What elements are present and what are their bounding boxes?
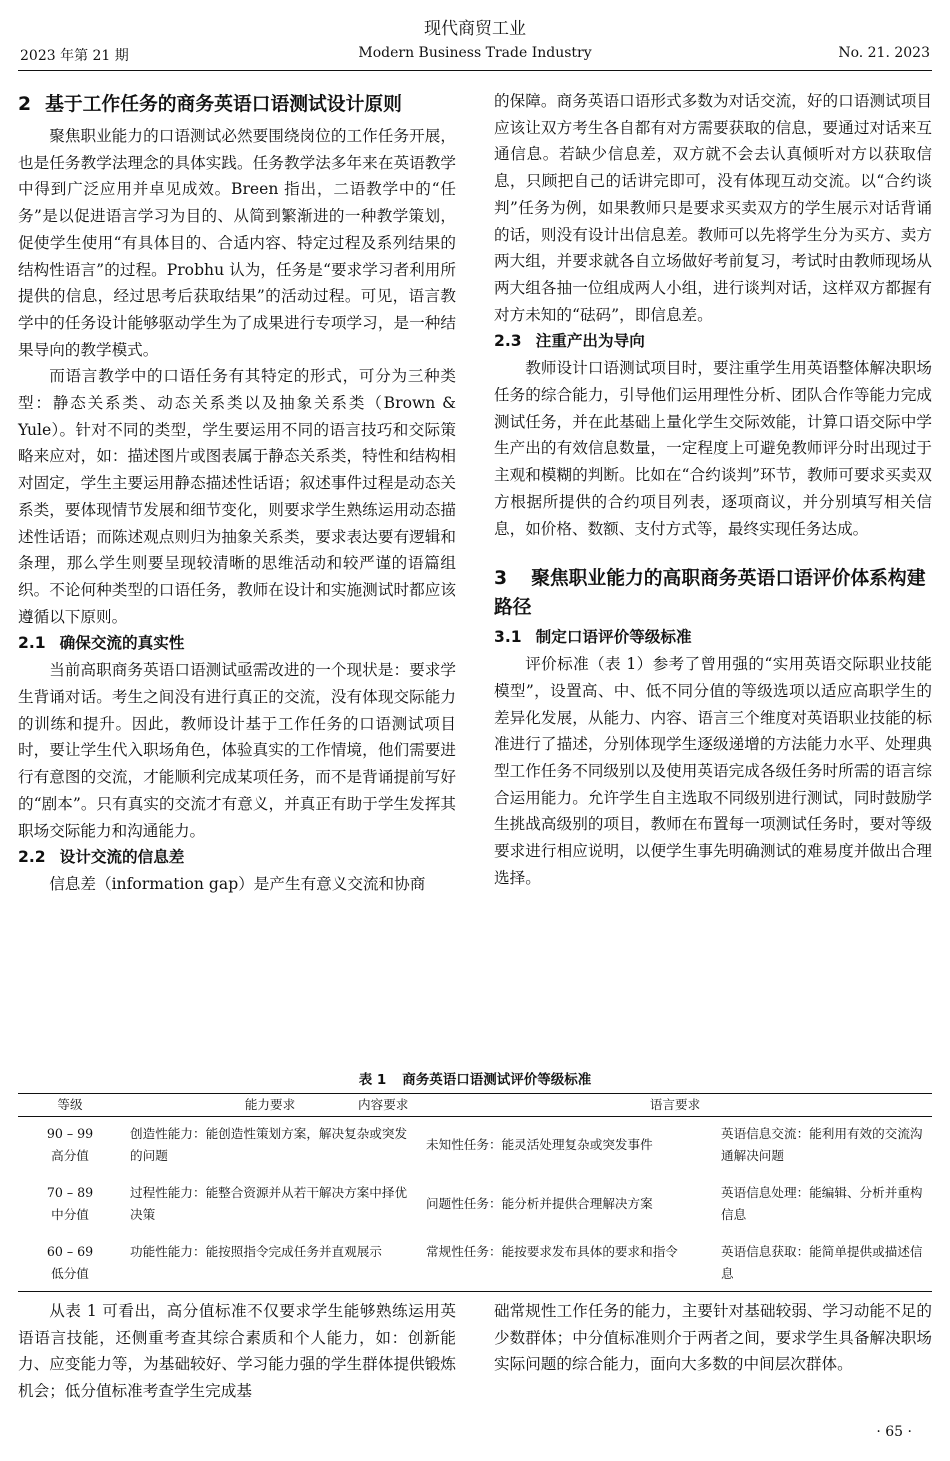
subsection-number: 2.3: [494, 332, 522, 351]
table-caption: [0, 1068, 950, 1088]
paragraph: 教师设计口语测试项目时，要注重学生用英语整体解决职场任务的综合能力，引导他们运用理性分析、团队合作等能力完成测试任务，并在此基础上量化学生交际效能，计算口语交际中学生产出的有效信息数量，一定程度上可避免教师评分时出现过于主观和模糊的判断。比如在“合约谈判”环节，教师可要求买卖双方根据所提供的合约项目列表，逐项商议，并分别填写相关信息，如价格、数额、支付方式等，最终实现任务达成。: [494, 359, 932, 538]
page-number: · 65 ·: [876, 1424, 912, 1440]
issue-label: 2023 年第 21 期: [20, 48, 129, 64]
score-range: 60 – 69: [46, 1244, 94, 1259]
left-column: [18, 90, 456, 898]
paragraph-continued: 的保障。商务英语口语形式多数为对话交流，好的口语测试项目应该让双方考生各自都有对方需要获取的信息，要通过对话来互通信息。若缺少信息差，双方就不会去认真倾听对方以获取信息，只顾把自己的话讲完即可，没有体现互动交流。以“合约谈判”任务为例，如果教师只是要求买卖双方的学生展示对话背诵的话，则没有设计出信息差。教师可以先将学生分为买方、卖方两大组，并要求就各自立场做好考前复习，考试时由教师现场从两大组各抽一位组成两人小组，进行谈判对话，这样双方都握有对方未知的“砝码”，即信息差。: [494, 92, 932, 324]
score-level: 高分值: [51, 1148, 89, 1163]
language-cell: 英语信息交流：能利用有效的交流沟通解决问题: [721, 1126, 923, 1163]
paragraph: 当前高职商务英语口语测试亟需改进的一个现状是：要求学生背诵对话。考生之间没有进行真正的交流，没有体现交际能力的训练和提升。因此，教师设计基于工作任务的口语测试项目时，要让学生代入职场角色，体验真实的工作情境，他们需要进行有意图的交流，才能顺利完成某项任务，而不是背诵提前写好的“剧本”。只有真实的交流才有意义，并真正有助于学生发挥其职场交际能力和沟通能力。: [18, 661, 456, 840]
section-title: 聚焦职业能力的高职商务英语口语评价体系构建路径: [494, 568, 926, 619]
paragraph: 从表 1 可看出，高分值标准不仅要求学生能够熟练运用英语语言技能，还侧重考查其综合素质和个人能力，如：创新能力、应变能力等，为基础较好、学习能力强的学生群体提供锻炼机会；低分值标准考查学生完成基: [18, 1302, 456, 1401]
subsection-title: 制定口语评价等级标准: [535, 628, 692, 647]
paragraph: 评价标准（表 1）参考了曾用强的“实用英语交际职业技能模型”，设置高、中、低不同分值的等级选项以适应高职学生的差异化发展，从能力、内容、语言三个维度对英语职业技能的标准进行了描述，分别体现学生逐级递增的方法能力水平、处理典型工作任务不同级别以及使用英语完成各级任务时所需的语言综合运用能力。允许学生自主选取不同级别进行测试，同时鼓励学生挑战高级别的项目，教师在布置每一项测试任务时，要对等级要求进行相应说明，以便学生事先明确测试的难易度并做出合理选择。: [494, 655, 932, 887]
content-cell: 问题性任务：能分析并提供合理解决方案: [426, 1196, 653, 1211]
journal-english-title: Modern Business Trade Industry: [358, 45, 592, 61]
section-2-heading: [18, 90, 456, 119]
paragraph-continued: 础常规性工作任务的能力，主要针对基础较弱、学习动能不足的少数群体；中分值标准则介于两者之间，要求学生具备解决职场实际问题的综合能力，面向大多数的中间层次群体。: [494, 1302, 932, 1374]
subsection-title: 设计交流的信息差: [59, 848, 185, 867]
subsection-number: 2.1: [18, 634, 46, 653]
ability-cell: 功能性能力：能按照指令完成任务并直观展示: [130, 1244, 382, 1259]
table-row-3: [18, 1241, 122, 1285]
language-cell: 英语信息获取：能简单提供或描述信息: [721, 1244, 923, 1281]
content-cell: 常规性任务：能按要求发布具体的要求和指令: [426, 1244, 678, 1259]
right-column: [494, 88, 932, 892]
content-cell: 未知性任务：能灵活处理复杂或突发事件: [426, 1137, 653, 1152]
header-rule: [18, 70, 932, 71]
ability-cell: 创造性能力：能创造性策划方案，解决复杂或突发的问题: [130, 1126, 408, 1163]
paragraph: 聚焦职业能力的口语测试必然要围绕岗位的工作任务开展，也是任务教学法理念的具体实践。任务教学法多年来在英语教学中得到广泛应用并卓见成效。Breen 指出，二语教学中的“任务”是以促进语言学习为目的、从简到繁渐进的一种教学策划，促使学生使用“有具体目的、合适内容、特定过程及系列结果的结构性语言”的过程。Probhu 认为，任务是“要求学习者利用所提供的信息，经过思考后获取结果”的活动过程。可见，语言教学中的任务设计能够驱动学生为了成果进行专项学习，是一种结果导向的教学模式。: [18, 127, 456, 359]
bottom-right-column: [494, 1298, 932, 1378]
table-label: 表 1: [358, 1072, 387, 1088]
subsection-2-1-heading: [18, 630, 456, 657]
subsection-title: 确保交流的真实性: [59, 634, 185, 653]
subsection-title: 注重产出为导向: [535, 332, 645, 351]
score-level: 中分值: [51, 1207, 89, 1222]
table-header-cell: 等级: [57, 1097, 83, 1112]
ability-cell: 过程性能力：能整合资源并从若干解决方案中择优决策: [130, 1185, 408, 1222]
score-range: 90 – 99: [46, 1126, 94, 1141]
table-header-cell: 能力要求: [244, 1097, 296, 1112]
score-level: 低分值: [51, 1266, 89, 1281]
section-3-heading: [494, 564, 932, 622]
journal-title: 现代商贸工业: [424, 19, 526, 39]
subsection-2-3-heading: [494, 328, 932, 355]
paragraph: 而语言教学中的口语任务有其特定的形式，可分为三种类型：静态关系类、动态关系类以及抽象关系类（Brown & Yule）。针对不同的类型，学生要运用不同的语言技巧和交际策略来应对，如：描述图片或图表属于静态关系类，特性和结构相对固定，学生主要运用静态描述性话语；叙述事件过程是动态关系类，要体现情节发展和细节变化，则要求学生熟练运用动态描述性话语；而陈述观点则归为抽象关系类，要求表达要有逻辑和条理，那么学生则要呈现较清晰的思维活动和较严谨的语篇组织。不论何种类型的口语任务，教师在设计和实施测试时都应该遵循以下原则。: [18, 367, 456, 626]
subsection-number: 2.2: [18, 848, 46, 867]
subsection-2-2-heading: [18, 844, 456, 871]
table-header-cell: 内容要求: [358, 1097, 409, 1112]
table-row-2: [18, 1182, 122, 1226]
section-title: 基于工作任务的商务英语口语测试设计原则: [45, 94, 402, 115]
section-number: 3: [494, 568, 508, 590]
table-row-1: [18, 1123, 122, 1167]
table-header-rule: [18, 1116, 932, 1117]
language-cell: 英语信息处理：能编辑、分析并重构信息: [721, 1185, 923, 1222]
table-header-cell: 语言要求: [649, 1097, 701, 1112]
section-number: 2: [18, 94, 32, 115]
paragraph: 信息差（information gap）是产生有意义交流和协商: [49, 875, 426, 894]
bottom-left-column: [18, 1298, 456, 1405]
table-bottom-rule: [18, 1291, 932, 1292]
score-range: 70 – 89: [46, 1185, 94, 1200]
issue-number: No. 21. 2023: [838, 45, 930, 61]
table-caption-text: 商务英语口语测试评价等级标准: [402, 1072, 592, 1088]
subsection-3-1-heading: [494, 624, 932, 651]
subsection-number: 3.1: [494, 628, 522, 647]
